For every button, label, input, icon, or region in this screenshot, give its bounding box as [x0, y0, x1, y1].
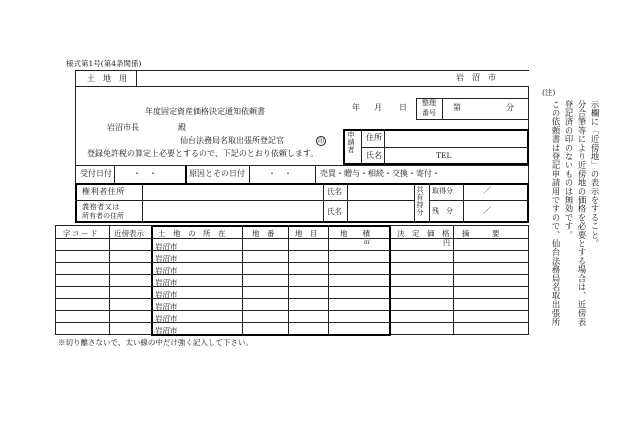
applicant-name-label: 氏名 [366, 151, 382, 160]
row-line-7 [55, 310, 529, 311]
row-city: 岩沼市 [155, 314, 178, 323]
zan-label: 残 分 [432, 207, 453, 215]
shutoku-slash: ／ [483, 186, 491, 195]
col-line-5 [453, 225, 454, 335]
rights-div-3 [347, 183, 348, 223]
rights-share-divider [429, 200, 529, 201]
header-location: 土 地 の 所 在 [158, 229, 226, 238]
mayor-label: 岩沼市長 [107, 123, 139, 132]
top-line [137, 70, 529, 71]
col-line-3 [288, 225, 289, 335]
notes-line-1: 示欄に「近傍地」の表示をすること。 [590, 100, 600, 248]
header-aza-code: 字コード [63, 229, 99, 238]
table-thick-top [151, 225, 391, 227]
form-title: 年度固定資産価格決定通知依頼書 [145, 107, 265, 116]
notes-title: (注) [542, 88, 556, 97]
rights-box [75, 183, 529, 223]
holder-address-label: 権利者住所 [82, 187, 125, 196]
date-month: 月 [374, 103, 382, 112]
row-line-3 [55, 262, 529, 263]
rights-div-5 [429, 183, 430, 223]
land-use-label: 土 地 用 [87, 74, 127, 83]
cause-types: 売買・贈与・相続・交換・寄付・ [320, 169, 440, 178]
header-chiban: 地 番 [252, 229, 275, 238]
cause-dots: ・ ・ [268, 169, 292, 178]
rights-name-label-1: 氏名 [327, 187, 342, 196]
form-number: 様式第1号(第4条関係) [66, 59, 142, 68]
rights-name-label-2: 氏名 [327, 207, 342, 216]
applicant-tel-label: TEL [436, 151, 452, 160]
receipt-div-3 [249, 165, 250, 183]
row-line-2 [55, 250, 529, 251]
row-city: 岩沼市 [155, 266, 178, 275]
receipt-top-line [75, 165, 529, 166]
receipt-div-2 [185, 165, 187, 183]
rights-div-4 [414, 183, 415, 223]
header-chimoku: 地 目 [295, 229, 318, 238]
row-city: 岩沼市 [155, 254, 178, 263]
dono-label: 殿 [178, 123, 186, 132]
rights-div-1 [142, 183, 143, 223]
header-chiseki: 地 積 [340, 229, 370, 238]
row-city: 岩沼市 [155, 242, 178, 251]
receipt-label: 受付日付 [80, 169, 112, 178]
row-line-5 [55, 286, 529, 287]
land-table [55, 225, 529, 335]
receipt-dots: ・ ・ [133, 169, 157, 178]
table-thick-bottom [151, 334, 391, 336]
applicant-row-divider [361, 147, 529, 148]
table-thick-right [389, 225, 391, 335]
seiri-label-2: 番号 [422, 109, 436, 117]
unit-m2: ㎡ [364, 239, 371, 246]
notes-line-3: 登記済の印のないものは無効です。 [564, 100, 574, 240]
notes-line-4: この依頼書は登記申請用ですので、仙台法務局名取出張所 [551, 100, 561, 327]
receipt-div-4 [315, 165, 316, 183]
receipt-div-1 [114, 165, 115, 183]
seiri-divider [442, 98, 443, 120]
obligor-label-1: 義務者又は [82, 203, 120, 211]
header-price: 決 定 価 格 [397, 229, 450, 238]
row-city: 岩沼市 [155, 302, 178, 311]
col-line-1 [109, 225, 110, 335]
seal-mark: 印 [317, 138, 324, 145]
rights-div-2 [323, 183, 324, 223]
applicant-label: 申請者 [347, 131, 355, 154]
row-line-8 [55, 322, 529, 323]
obligor-label-2: 所有者の住所 [82, 212, 124, 220]
col-line-2 [242, 225, 243, 335]
header-tekiyo: 摘 要 [462, 229, 500, 238]
row-city: 岩沼市 [155, 326, 178, 335]
shutoku-label: 取得分 [432, 187, 453, 195]
cause-label: 原因とその日付 [189, 169, 245, 178]
land-use-label-box [75, 70, 137, 87]
row-city: 岩沼市 [155, 278, 178, 287]
city-top: 岩 沼 市 [456, 73, 496, 82]
unit-yen: 円 [443, 239, 450, 247]
notes-line-2: 分合筆等により近傍地の価格を必要とする場合は、近傍表 [577, 100, 587, 327]
zan-slash: ／ [483, 206, 491, 215]
table-thick-left [151, 225, 153, 335]
rights-div-6 [463, 183, 464, 223]
request-text: 登録免許税の算定上必要とするので、下記のとおり依頼します。 [87, 149, 319, 158]
row-line-6 [55, 298, 529, 299]
header-kinbo: 近傍表示 [114, 229, 144, 238]
seiri-label-1: 整理 [422, 99, 436, 107]
date-day: 日 [399, 103, 407, 112]
col-line-4 [328, 225, 329, 335]
applicant-address-label: 住所 [366, 133, 382, 142]
seiri-dai: 第 [453, 103, 461, 112]
date-year: 年 [352, 103, 360, 112]
footer-note: ※切り離さないで、太い線の中だけ強く記入して下さい。 [58, 338, 253, 347]
kyoyu-label: 共有持分 [416, 186, 424, 216]
row-city: 岩沼市 [155, 290, 178, 299]
office-label: 仙台法務局名取出張所登記官 [180, 136, 284, 145]
seiri-bu: 分 [506, 103, 514, 112]
row-line-4 [55, 274, 529, 275]
rights-row-divider [75, 200, 415, 201]
